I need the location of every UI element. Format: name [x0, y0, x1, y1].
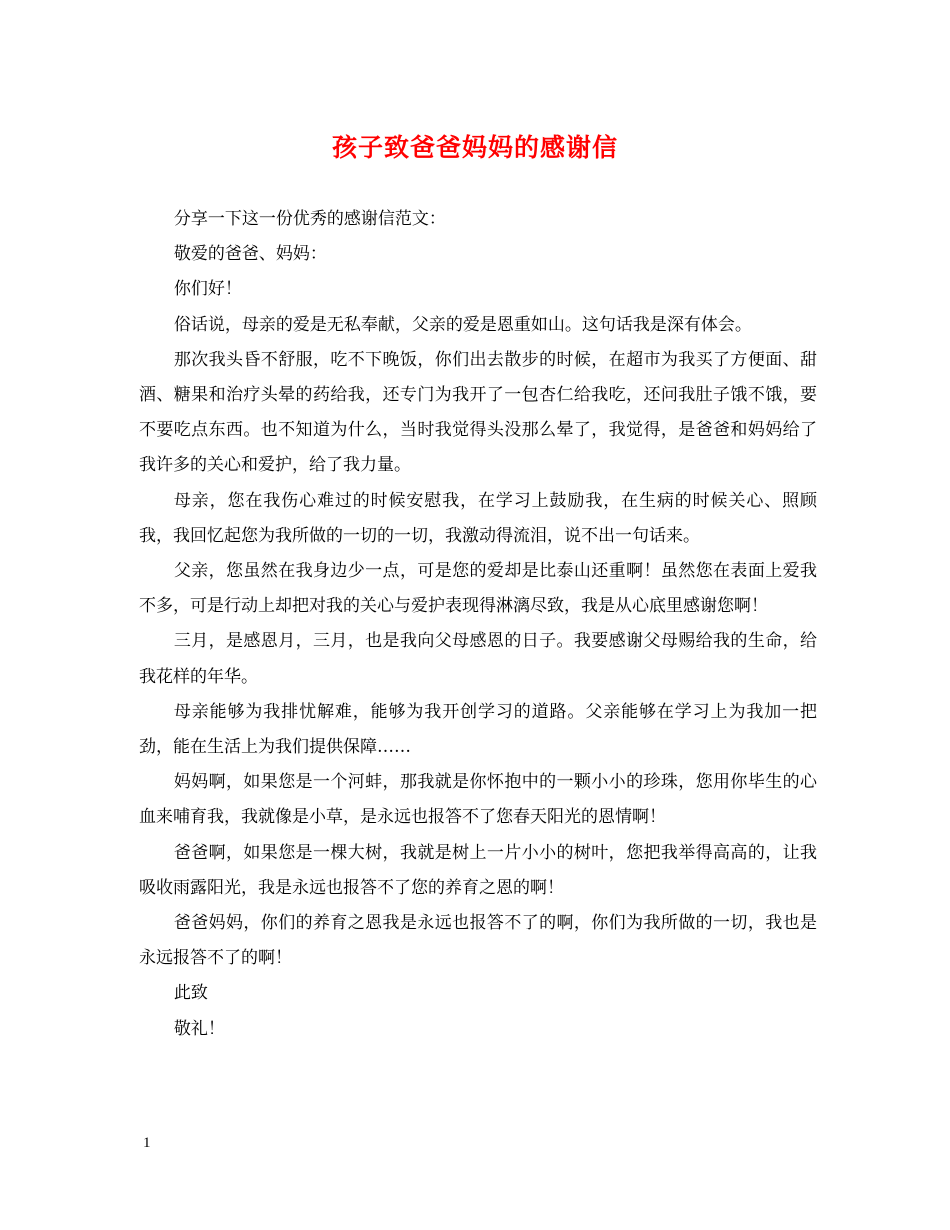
paragraph-proverb: 俗话说，母亲的爱是无私奉献，父亲的爱是恩重如山。这句话我是深有体会。 [173, 314, 752, 335]
paragraph-mom-metaphor: 妈妈啊，如果您是一个河蚌，那我就是你怀抱中的一颗小小的珍珠，您用你毕生的心血来哺育我，我就像是小草，是永远也报答不了您春天阳光的恩情啊！ [139, 772, 817, 828]
paragraph-intro: 分享一下这一份优秀的感谢信范文： [173, 209, 446, 229]
document-title: 孩子致爸爸妈妈的感谢信 [331, 133, 618, 162]
paragraph-salutation: 敬爱的爸爸、妈妈： [173, 244, 327, 265]
paragraph-march: 三月，是感恩月，三月，也是我向父母感恩的日子。我要感谢父母赐给我的生命，给我花样的年华。 [139, 631, 817, 687]
page-number: 1 [143, 1135, 151, 1151]
paragraph-regards: 敬礼！ [173, 1018, 225, 1039]
paragraph-greeting: 你们好！ [173, 279, 242, 300]
paragraph-mother: 母亲，您在我伤心难过的时候安慰我，在学习上鼓励我，在生病的时候关心、照顾我，我回忆起您为我所做的一切的一切，我激动得流泪，说不出一句话来。 [139, 490, 817, 546]
letter-body [139, 202, 817, 1047]
paragraph-father: 父亲，您虽然在我身边少一点，可是您的爱却是比泰山还重啊！虽然您在表面上爱我不多，可是行动上却把对我的关心与爱护表现得淋漓尽致，我是从心底里感谢您啊！ [139, 561, 817, 617]
paragraph-closing: 此致 [173, 983, 208, 1004]
paragraph-support: 母亲能够为我排忧解难，能够为我开创学习的道路。父亲能够在学习上为我加一把劲，能在生活上为我们提供保障…… [139, 701, 817, 758]
paragraph-dad-metaphor: 爸爸啊，如果您是一棵大树，我就是树上一片小小的树叶，您把我举得高高的，让我吸收雨露阳光，我是永远也报答不了您的养育之恩的啊！ [139, 842, 817, 898]
paragraph-sick-story: 那次我头昏不舒服，吃不下晚饭，你们出去散步的时候，在超市为我买了方便面、甜酒、糖果和治疗头晕的药给我，还专门为我开了一包杏仁给我吃，还问我肚子饿不饿，要不要吃点东西。也不知道为什么，当时我觉得头没那么晕了，我觉得，是爸爸和妈妈给了我许多的关心和爱护，给了我力量。 [139, 349, 817, 476]
paragraph-gratitude: 爸爸妈妈，你们的养育之恩我是永远也报答不了的啊，你们为我所做的一切，我也是永远报答不了的啊！ [139, 913, 817, 969]
